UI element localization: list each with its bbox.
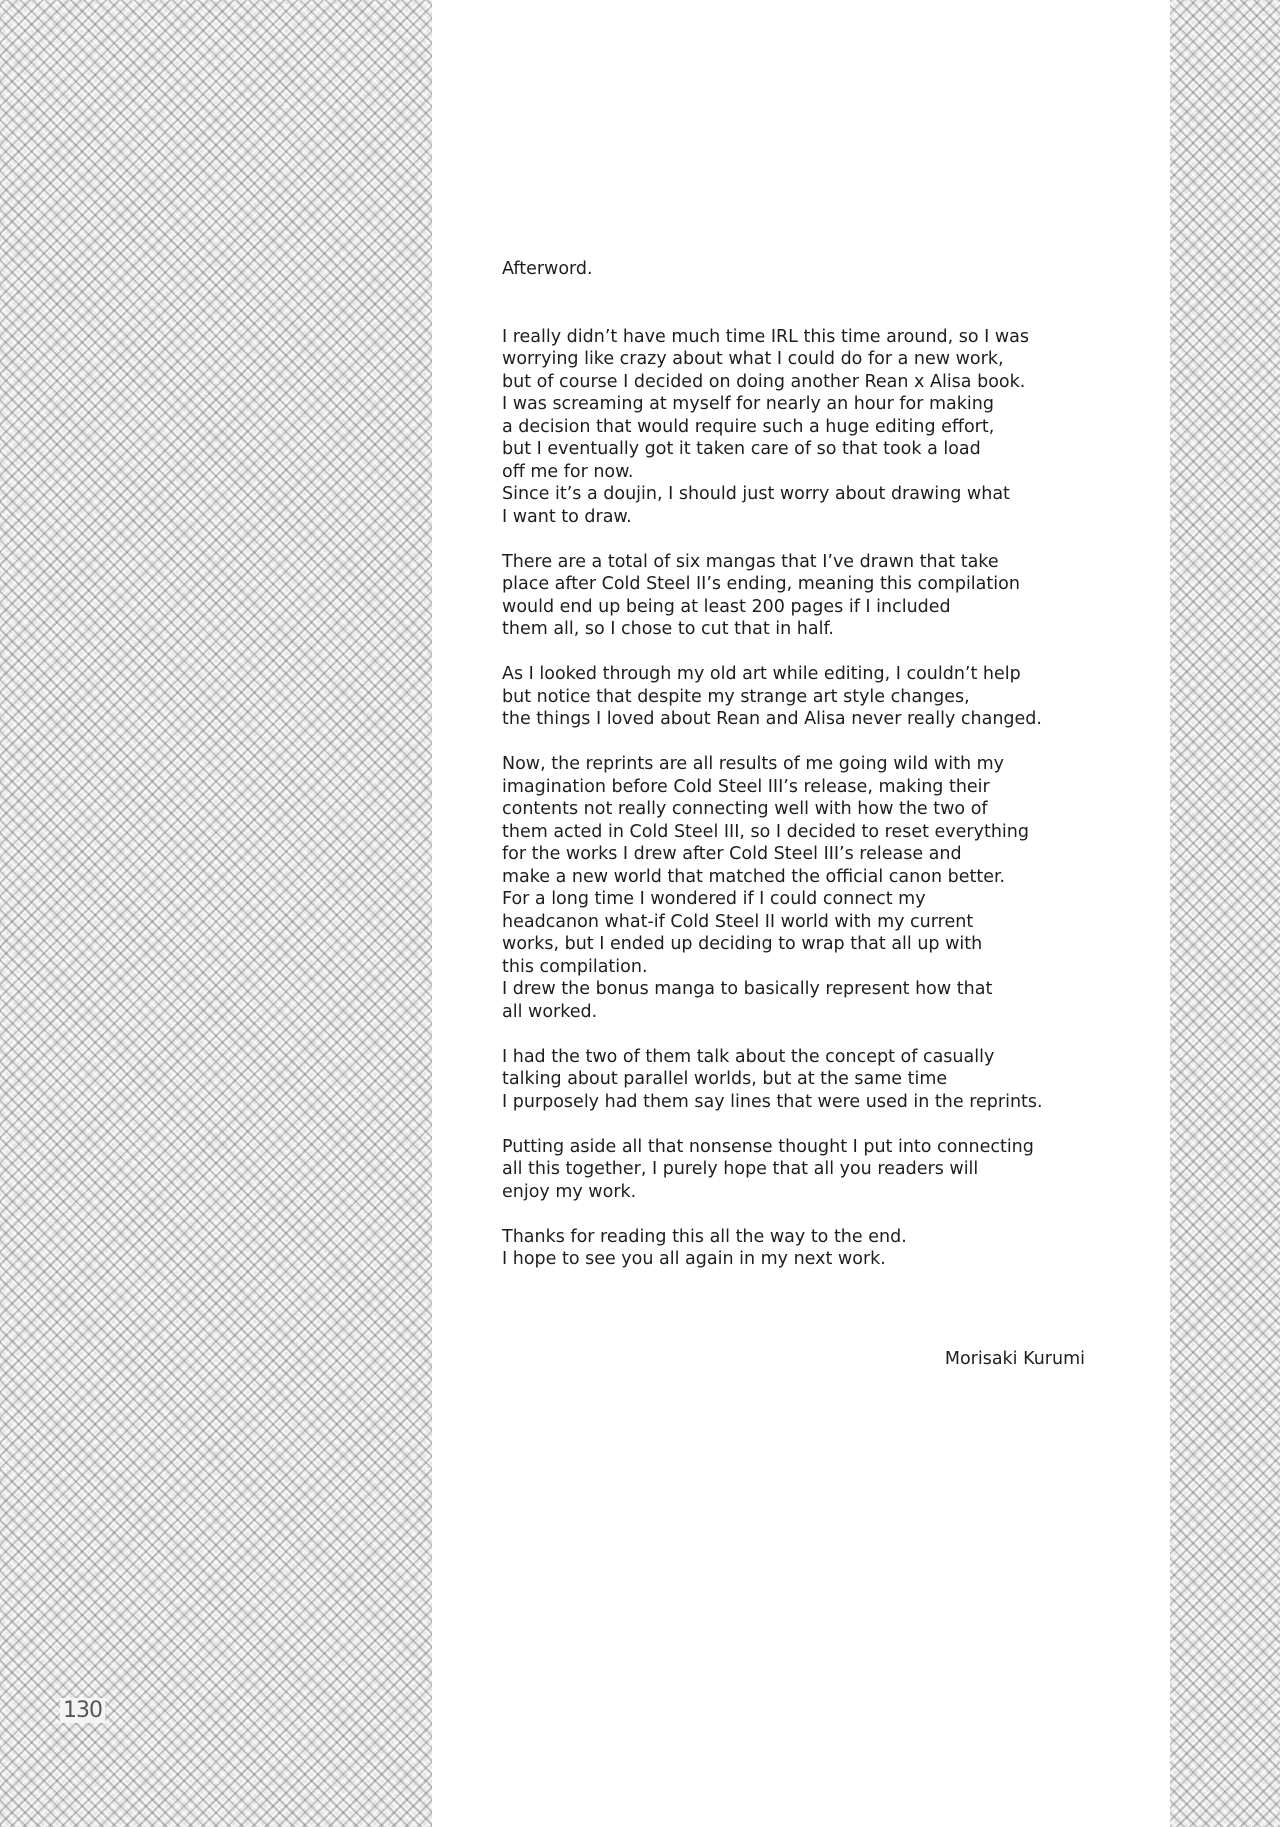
text-line: I was screaming at myself for nearly an hour for making <box>502 394 994 414</box>
text-line: the things I loved about Rean and Alisa never really changed. <box>502 709 1042 729</box>
text-line: contents not really connecting well with how the two of <box>502 799 988 819</box>
paragraph <box>502 753 1102 1023</box>
text-line: would end up being at least 200 pages if I included <box>502 596 951 617</box>
text-line: There are a total of six mangas that I’ve drawn that take <box>502 551 999 572</box>
page-number: 130 <box>60 1698 105 1723</box>
text-line: but notice that despite my strange art style changes, <box>502 686 970 707</box>
text-line: I drew the bonus manga to basically represent how that <box>502 979 993 999</box>
paragraph <box>502 1136 1102 1204</box>
text-line: worrying like crazy about what I could do for a new work, <box>502 349 1004 369</box>
paragraph <box>502 326 1102 529</box>
text-line: Putting aside all that nonsense thought I put into connecting <box>502 1136 1034 1157</box>
text-line: imagination before Cold Steel III’s release, making their <box>502 776 990 797</box>
text-line: I hope to see you all again in my next work. <box>502 1249 886 1269</box>
text-line: I had the two of them talk about the concept of casually <box>502 1046 995 1067</box>
text-line: Since it’s a doujin, I should just worry about drawing what <box>502 484 1010 504</box>
paragraph <box>502 663 1102 731</box>
text-line: place after Cold Steel II’s ending, meaning this compilation <box>502 574 1020 594</box>
text-line: I really didn’t have much time IRL this time around, so I was <box>502 326 1029 347</box>
text-line: As I looked through my old art while editing, I couldn’t help <box>502 664 1021 684</box>
text-line: but of course I decided on doing another Rean x Alisa book. <box>502 371 1026 392</box>
plaid-border-right <box>1170 0 1280 1827</box>
text-line: I purposely had them say lines that were used in the reprints. <box>502 1091 1043 1112</box>
text-line: a decision that would require such a huge editing effort, <box>502 416 995 437</box>
text-line: all this together, I purely hope that all you readers will <box>502 1159 979 1179</box>
text-line: this compilation. <box>502 956 648 977</box>
paragraph <box>502 551 1102 641</box>
afterword-heading: Afterword. <box>502 259 593 279</box>
text-line: talking about parallel worlds, but at the same time <box>502 1069 948 1089</box>
afterword-text <box>502 258 1102 1293</box>
text-line: them acted in Cold Steel III, so I decided to reset everything <box>502 821 1029 842</box>
text-line: For a long time I wondered if I could connect my <box>502 889 926 909</box>
plaid-border-left <box>0 0 432 1827</box>
text-line: off me for now. <box>502 461 634 482</box>
text-line: Thanks for reading this all the way to the end. <box>502 1226 907 1247</box>
text-line: Now, the reprints are all results of me going wild with my <box>502 754 1005 774</box>
text-line: for the works I drew after Cold Steel III’s release and <box>502 844 962 864</box>
text-line: works, but I ended up deciding to wrap that all up with <box>502 934 983 954</box>
text-line: them all, so I chose to cut that in half. <box>502 619 834 639</box>
author-signature: Morisaki Kurumi <box>944 1349 1085 1369</box>
paragraph <box>502 1226 1102 1271</box>
text-line: but I eventually got it taken care of so that took a load <box>502 439 981 459</box>
text-line: enjoy my work. <box>502 1181 637 1202</box>
text-line: make a new world that matched the official canon better. <box>502 866 1006 887</box>
paragraph <box>502 1046 1102 1114</box>
text-line: headcanon what-if Cold Steel II world with my current <box>502 911 974 932</box>
text-line: I want to draw. <box>502 506 632 527</box>
text-line: all worked. <box>502 1001 598 1022</box>
